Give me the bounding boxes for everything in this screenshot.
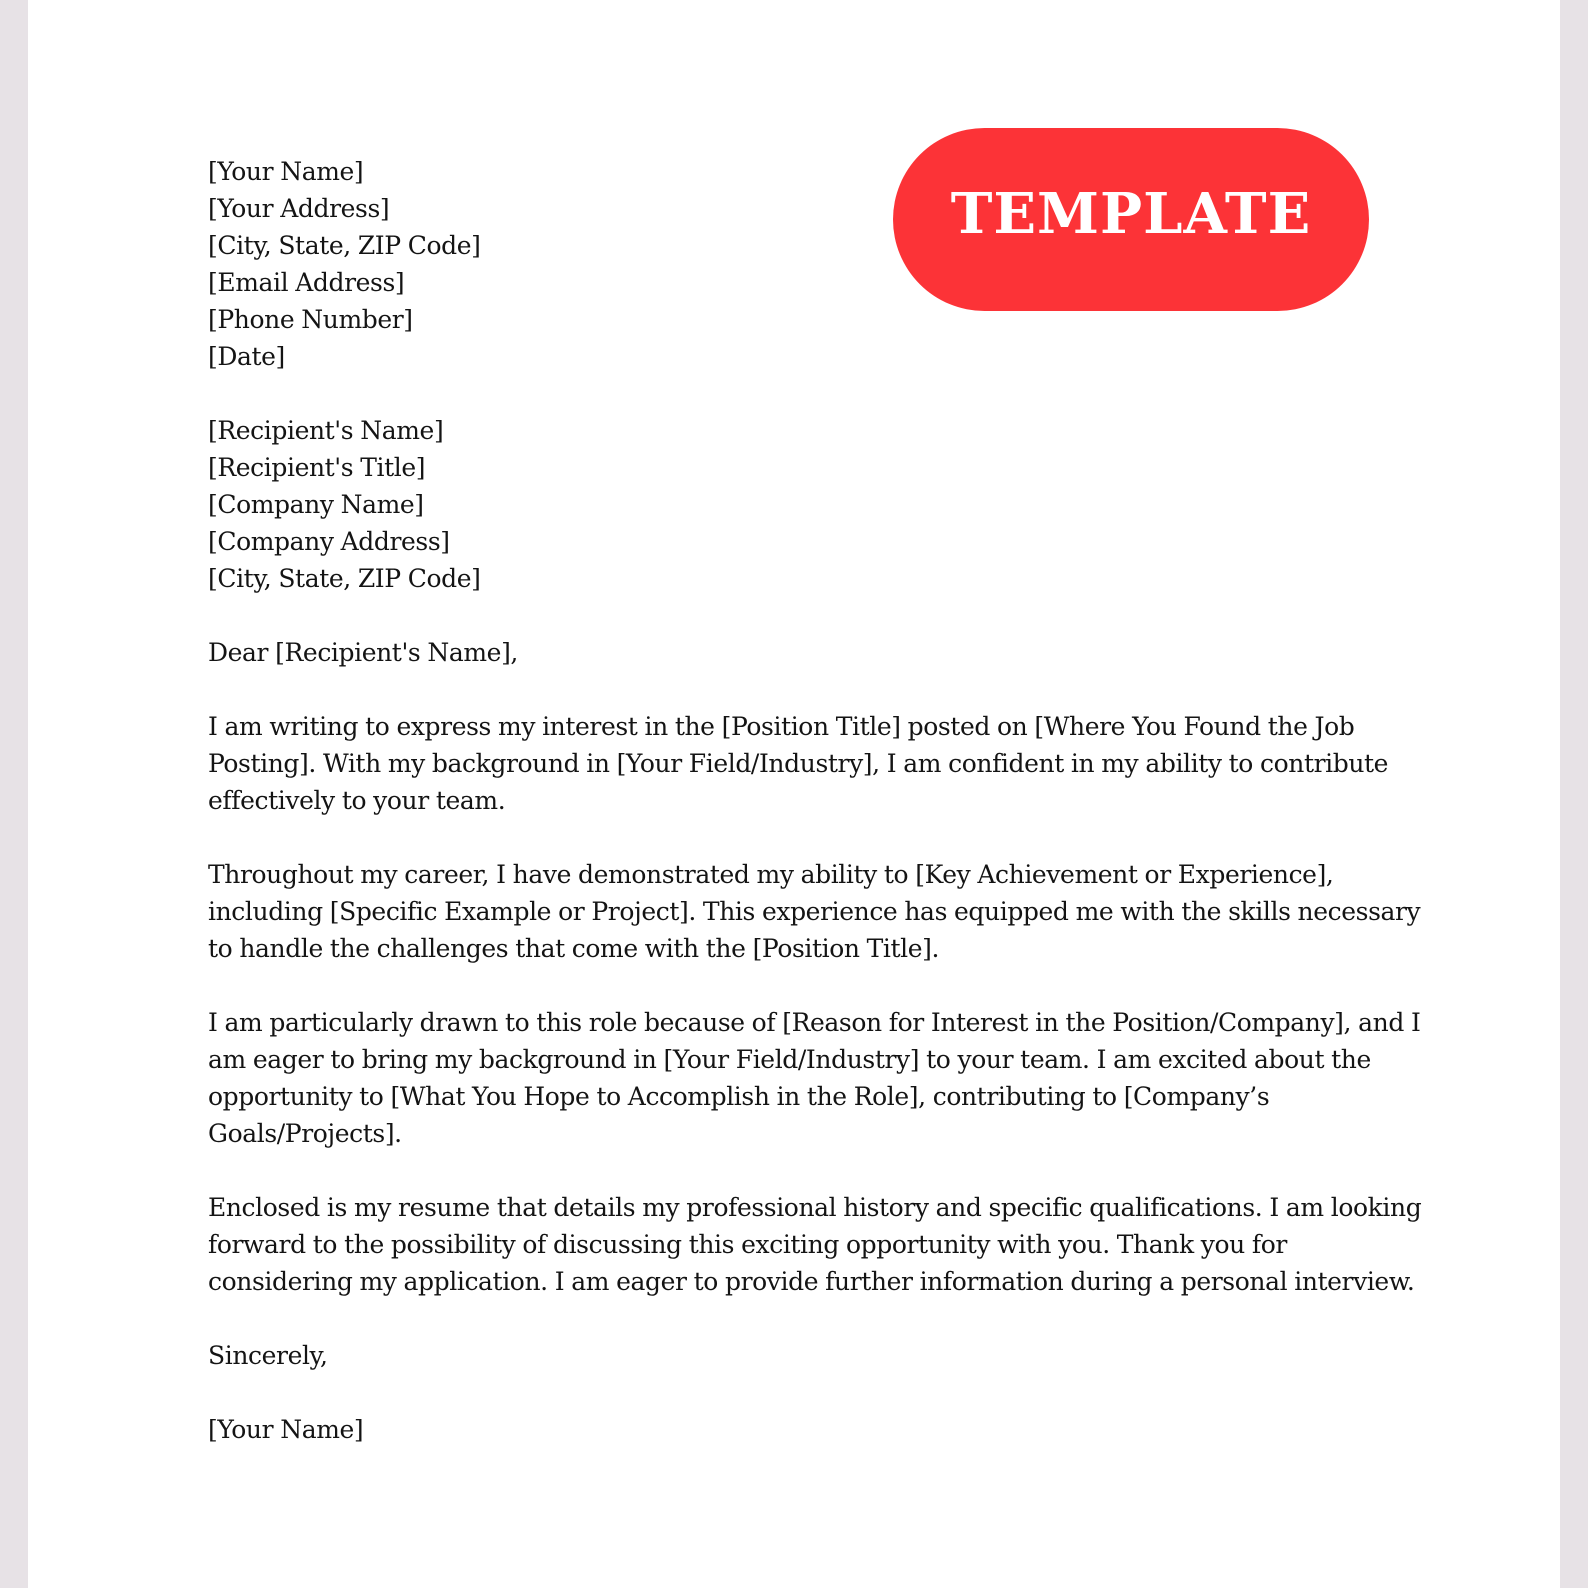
paragraph-line: I am particularly drawn to this role because of [Reason for Interest in the Position/Company], and I [208,1008,1421,1037]
document-page [28,0,1560,1588]
recipient-name: [Recipient's Name] [208,416,444,445]
signature-name: [Your Name] [208,1415,364,1444]
body-paragraph-1 [208,708,1389,819]
recipient-address-block [208,412,1408,597]
body-paragraph-2 [208,856,1421,967]
template-badge-label: TEMPLATE [950,180,1312,247]
sender-address-block [208,153,1408,375]
sender-email: [Email Address] [208,268,405,297]
recipient-city-state-zip: [City, State, ZIP Code] [208,564,481,593]
paragraph-line: to handle the challenges that come with the [Position Title]. [208,934,940,963]
paragraph-line: including [Specific Example or Project]. This experience has equipped me with the skills necessary [208,897,1421,926]
paragraph-line: effectively to your team. [208,786,506,815]
sender-address: [Your Address] [208,194,390,223]
paragraph-line: opportunity to [What You Hope to Accomplish in the Role], contributing to [Company’s [208,1082,1270,1111]
sender-name: [Your Name] [208,157,364,186]
paragraph-line: Enclosed is my resume that details my professional history and specific qualifications. I am looking [208,1193,1422,1222]
paragraph-line: am eager to bring my background in [Your Field/Industry] to your team. I am excited about the [208,1045,1371,1074]
letter-body [208,153,1422,1485]
closing [208,1337,1408,1374]
closing-text: Sincerely, [208,1341,328,1370]
signature [208,1411,1408,1448]
sender-city-state-zip: [City, State, ZIP Code] [208,231,481,260]
body-paragraph-4 [208,1189,1422,1300]
sender-phone: [Phone Number] [208,305,413,334]
company-address: [Company Address] [208,527,450,556]
salutation-text: Dear [Recipient's Name], [208,638,518,667]
recipient-title: [Recipient's Title] [208,453,426,482]
letter-date: [Date] [208,342,285,371]
paragraph-line: forward to the possibility of discussing this exciting opportunity with you. Thank you for [208,1230,1287,1259]
paragraph-line: Goals/Projects]. [208,1119,402,1148]
paragraph-line: I am writing to express my interest in the [Position Title] posted on [Where You Found the Job [208,712,1355,741]
company-name: [Company Name] [208,490,424,519]
paragraph-line: Posting]. With my background in [Your Field/Industry], I am confident in my ability to contribute [208,749,1389,778]
paragraph-line: considering my application. I am eager to provide further information during a personal interview. [208,1267,1415,1296]
paragraph-line: Throughout my career, I have demonstrated my ability to [Key Achievement or Experience], [208,860,1334,889]
salutation [208,634,1408,671]
body-paragraph-3 [208,1004,1421,1152]
